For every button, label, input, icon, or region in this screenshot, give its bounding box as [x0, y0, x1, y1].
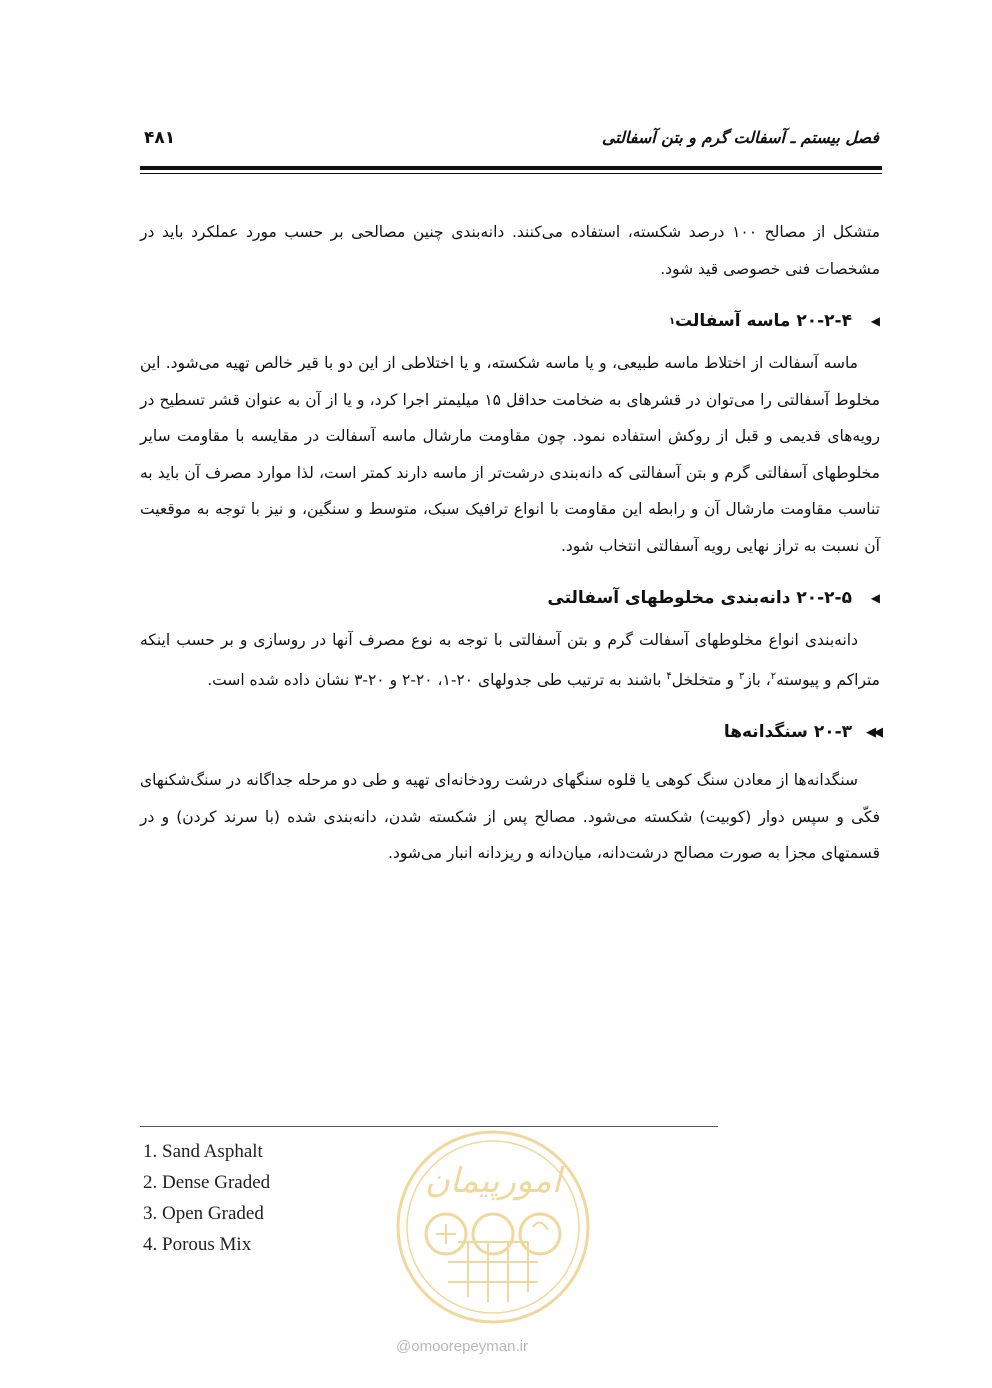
intro-paragraph: متشکل از مصالح ۱۰۰ درصد شکسته، استفاده می‌کنند. دانه‌بندی چنین مصالحی بر حسب مورد عملکرد باید در مشخصات فنی خصوصی قید شود.	[140, 223, 880, 278]
header-rule-thick	[140, 166, 882, 170]
footnotes	[143, 1136, 270, 1260]
footnote-mark: ۱	[668, 315, 676, 327]
header-rule-thin	[140, 173, 882, 174]
aggregates-paragraph: سنگدانه‌ها از معادن سنگ کوهی یا قلوه سنگهای درشت رودخانه‌ای تهیه و طی دو مرحله جداگانه در سنگ‌شکنهای فکّی و سپس دوار (کوبیت) شکسته می‌شود. مصالح پس از شکسته شدن، دانه‌بندی شده (با سرند کردن) و در قسمتهای مجزا به صورت مصالح درشت‌دانه، میان‌دانه و ریزدانه انبار می‌شود.	[140, 771, 880, 863]
sand-asphalt-paragraph: ماسه آسفالت از اختلاط ماسه طبیعی، و یا ماسه شکسته، و یا اختلاطی از این دو با قیر خالص تهیه می‌شود. این مخلوط آسفالتی را می‌توان در قشرهای به ضخامت حداقل ۱۵ میلیمتر اجرا کرد، و یا از آن به عنوان قشر تسطیح در رویه‌های قدیمی و قبل از روکش استفاده نمود. چون مقاومت مارشال ماسه آسفالت در مقایسه با مقاومت سایر مخلوطهای آسفالتی گرم و بتن آسفالتی که دانه‌بندی درشت‌تر از ماسه دارند کمتر است، لذا موارد مصرف آن باید به تناسب مقاومت مارشال آن و رابطه این مقاومت با انواع ترافیک سبک، متوسط و سنگین، و نیز با توجه به موقعیت آن نسبت به تراز نهایی رویه آسفالتی انتخاب شود.	[140, 354, 880, 555]
footnote-item: 2. Dense Graded	[143, 1172, 271, 1193]
footnote-item: 1. Sand Asphalt	[143, 1141, 263, 1162]
watermark-url: @omoorepeyman.ir	[396, 1338, 528, 1355]
section-heading-aggregates	[140, 714, 880, 750]
gradation-paragraph	[140, 622, 880, 698]
double-triangle-bullet-icon: ◀◀	[866, 724, 880, 740]
paragraph-text: ، باز	[744, 670, 771, 689]
footnote-mark: ۳	[738, 670, 745, 682]
section-number: ۲۰-۳	[813, 722, 852, 743]
section-number: ۲۰-۲-۵	[796, 588, 852, 608]
watermark-logo-text: امورپیمان	[424, 1161, 562, 1201]
triangle-bullet-icon: ◀	[870, 591, 880, 605]
section-title: دانه‌بندی مخلوطهای آسفالتی	[547, 588, 791, 608]
section-title: سنگدانه‌ها	[723, 722, 808, 743]
page-header	[140, 128, 879, 158]
paragraph-text: و متخلخل	[671, 670, 739, 689]
paragraph-text: باشند به ترتیب طی جدولهای ۲۰-۱، ۲۰-۲ و ۲۰-۳ نشان داده شده است.	[207, 670, 667, 689]
running-title: فصل بیستم ـ آسفالت گرم و بتن آسفالتی	[601, 128, 879, 147]
section-number: ۲۰-۲-۴	[796, 311, 852, 331]
footnote-mark: ۴	[666, 670, 672, 682]
footnote-item: 4. Porous Mix	[143, 1234, 252, 1255]
footnote-mark: ۲	[770, 670, 777, 682]
page-number: ۴۸۱	[144, 128, 176, 148]
section-heading-sand-asphalt	[140, 303, 880, 339]
triangle-bullet-icon: ◀	[870, 314, 880, 328]
footnote-item: 3. Open Graded	[143, 1203, 264, 1224]
watermark-logo	[388, 1122, 598, 1327]
page-body	[140, 214, 880, 888]
section-heading-gradation	[140, 580, 880, 616]
section-title: ماسه آسفالت	[675, 311, 791, 331]
paragraph-text: دانه‌بندی انواع مخلوطهای آسفالت گرم و بتن آسفالتی با توجه به نوع مصرف آنها در روسازی و بر حسب اینکه متراکم و پیوسته	[140, 631, 880, 689]
